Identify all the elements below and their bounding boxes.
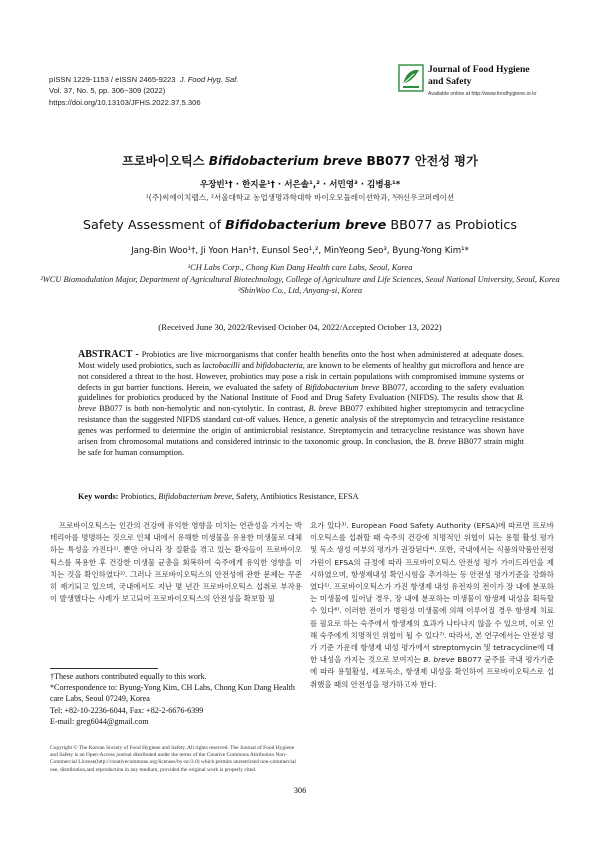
received-dates: (Received June 30, 2022/Revised October 04, 2022/Accepted October 13, 2022) bbox=[158, 322, 442, 332]
footnote-divider bbox=[50, 668, 158, 669]
abstract: ABSTRACT - Probiotics are live microorganisms that confer health benefits onto the host when administered at adequate doses. Most widely used probiotics, such as lactobacilli and bifidobacteria, are known to be elements of healthy gut microflora and hence are not considered a threat to the host. However, probiotics may pose a risk in certain populations with compromised immune systems or defects in gut barrier functions. Herein, we evaluated the safety of Bifidobacterium breve BB077, according to the safety evaluation guidelines for probiotics produced by the National Institute of Food and Drug Safety Evaluation (NIFDS). The results show that B. breve BB077 is both non-hemolytic and non-cytolytic. In contrast, B. breve BB077 exhibited higher streptomycin and tetracycline resistance than the suggested NIFDS standard cut-off values. Hence, a genetic analysis of the streptomycin and tetracycline resistance genes was performed to determine the origin of antimicrobial resistance. Streptomycin and tetracycline resistance was shown have arisen from chromosomal mutations and considered intrinsic to the taxonomic group. In conclusion, the B. breve BB077 strain might be safe for human consumption. bbox=[78, 349, 525, 457]
affiliation-1: ¹CH Labs Corp., Chong Kun Dang Health care Labs, Seoul, Korea bbox=[187, 263, 413, 272]
footnotes bbox=[50, 671, 302, 727]
footnote-email[interactable]: E-mail: greg6044@gmail.com bbox=[50, 716, 149, 726]
affiliation-2: ²WCU Biomodulation Major, Department of Agricultural Biotechnology, College of Agriculture and Life Sciences, Seoul National University, Seoul, Korea bbox=[40, 274, 560, 284]
journal-logo bbox=[398, 64, 560, 104]
english-title: Safety Assessment of Bifidobacterium breve BB077 as Probiotics bbox=[82, 218, 518, 233]
doi-link[interactable]: https://doi.org/10.13103/JFHS.2022.37.5.306 bbox=[49, 97, 201, 107]
body-column-left: 프로바이오틱스는 인간의 건강에 유익한 영향을 미치는 연관성을 가지는 박테리아를 명명하는 것으로 인체 내에서 유해한 미생물을 유용한 미생물로 대체하는 특성을 가진다¹⁾. 뿐만 아니라 장 질환을 겪고 있는 환자들이 프로바이오틱스를 복용한 후 건강한 미생물 균총을 회복하여 숙주에게 유익한 영향을 미치는 것을 확인하였다²⁾. 그러나 프로바이오틱스의 안전성에 관한 문제는 꾸준히 제기되고 있으며, 국내에서도 지난 몇 년간 프로바이오틱스 섭취로 부작용이 발생했다는 사례가 보고되어 프로바이오틱스의 안전성을 확보할 필 bbox=[50, 521, 302, 604]
journal-url[interactable]: Available online at http://www.foodhygiene.or.kr bbox=[428, 91, 537, 97]
journal-header bbox=[49, 74, 238, 108]
journal-logo-icon bbox=[398, 64, 424, 92]
journal-abbr: J. Food Hyg. Saf. bbox=[179, 75, 239, 84]
korean-authors: 우장빈¹† · 한지윤¹† · 서은솔¹,² · 서민영³ · 김병용¹* bbox=[199, 180, 401, 190]
footnote-phone: Tel: +82-10-2236-6044, Fax: +82-2-6676-6399 bbox=[50, 705, 204, 715]
page-number: 306 bbox=[293, 786, 307, 795]
volume-info: Vol. 37, No. 5, pp. 306~309 (2022) bbox=[49, 86, 166, 96]
body-column-right: 요가 있다³⁾. European Food Safety Authority (EFSA)에 따르면 프로바이오틱스를 섭취할 때 숙주의 건강에 치명적인 위협이 되는 용혈 활성 평가 및 독소 생성 여부의 평가가 권장된다⁴⁾. 또한, 국내에서는 식품의약품안전평가원이 EFSA의 규정에 따라 프로바이오틱스 안전성 평가 가이드라인을 제시하였으며, 항생제내성 확인시험을 추가하는 등 안전성 평가기준을 강화하였다⁵⁾. 프로바이오틱스가 가진 항생제 내성 유전자의 전이가 장 내에 분포하는 미생물에 일어날 경우, 장 내에 분포하는 미생물이 항생제 내성을 획득할 수 있다⁶⁾. 이러한 전이가 병원성 미생물에 의해 이루어질 경우 항생제 치료를 필요로 하는 숙주에서 항생제의 효과가 나타나지 않을 수 있으며, 이로 인해 숙주에게 치명적인 위협이 될 수 있다⁷⁾. 따라서, 본 연구에서는 안전성 평가 기준 가운데 항생제 내성 평가에서 streptomycin 및 tetracycline에 대한 내성을 가지는 것으로 보여지는 B. breve BB077 균주를 국내 평가기준에 따라 용혈활성, 세포독소, 항생제 내성을 확인하여 프로바이오틱스로 섭취했을 때의 안전성을 평가하고자 한다. bbox=[310, 521, 554, 689]
footnote-correspondence: *Correspondence to: Byung-Yong Kim, CH Labs, Chong Kun Dang Health care Labs, Seoul 07249, Korea bbox=[50, 683, 295, 704]
keywords: Key words: Probiotics, Bifidobacterium breve, Safety, Antibiotics Resistance, EFSA bbox=[78, 492, 359, 501]
korean-title: 프로바이오틱스 Bifidobacterium breve BB077 안전성 평가 bbox=[122, 154, 478, 168]
english-affiliations bbox=[28, 262, 572, 297]
keywords-label: Key words: bbox=[78, 492, 121, 501]
issn: pISSN 1229-1153 / eISSN 2465-9223 bbox=[49, 75, 176, 84]
journal-logo-title: Journal of Food Hygiene and Safety bbox=[428, 64, 530, 87]
abstract-label: ABSTRACT - bbox=[78, 349, 142, 360]
copyright-notice: Copyright © The Korean Society of Food Hygiene and Safety. All rights reserved. The Journal of Food Hygiene and Safety is an Open-Access journal distributed under the terms of the Creative Commons Attribution Non-Commercial License(http://creativecommons.org/licenses/by-nc/3.0) which permits unrestricted non-commercial use, distribution,and reproduction in any medium, provided the original work is properly cited. bbox=[50, 745, 296, 773]
footnote-equal-contribution: †These authors contributed equally to this work. bbox=[50, 672, 207, 681]
korean-affiliations: ¹(주)씨에이치랩스, ²서울대학교 농업생명과학대학 바이오모듈레이션학과, ³㈜신우코퍼레이션 bbox=[145, 193, 455, 202]
affiliation-3: ³ShinWoo Co., Ltd, Anyang-si, Korea bbox=[237, 286, 363, 295]
english-authors: Jang-Bin Woo¹†, Ji Yoon Han¹†, Eunsol Seo¹,², MinYeong Seo³, Byung-Yong Kim¹* bbox=[131, 246, 469, 256]
